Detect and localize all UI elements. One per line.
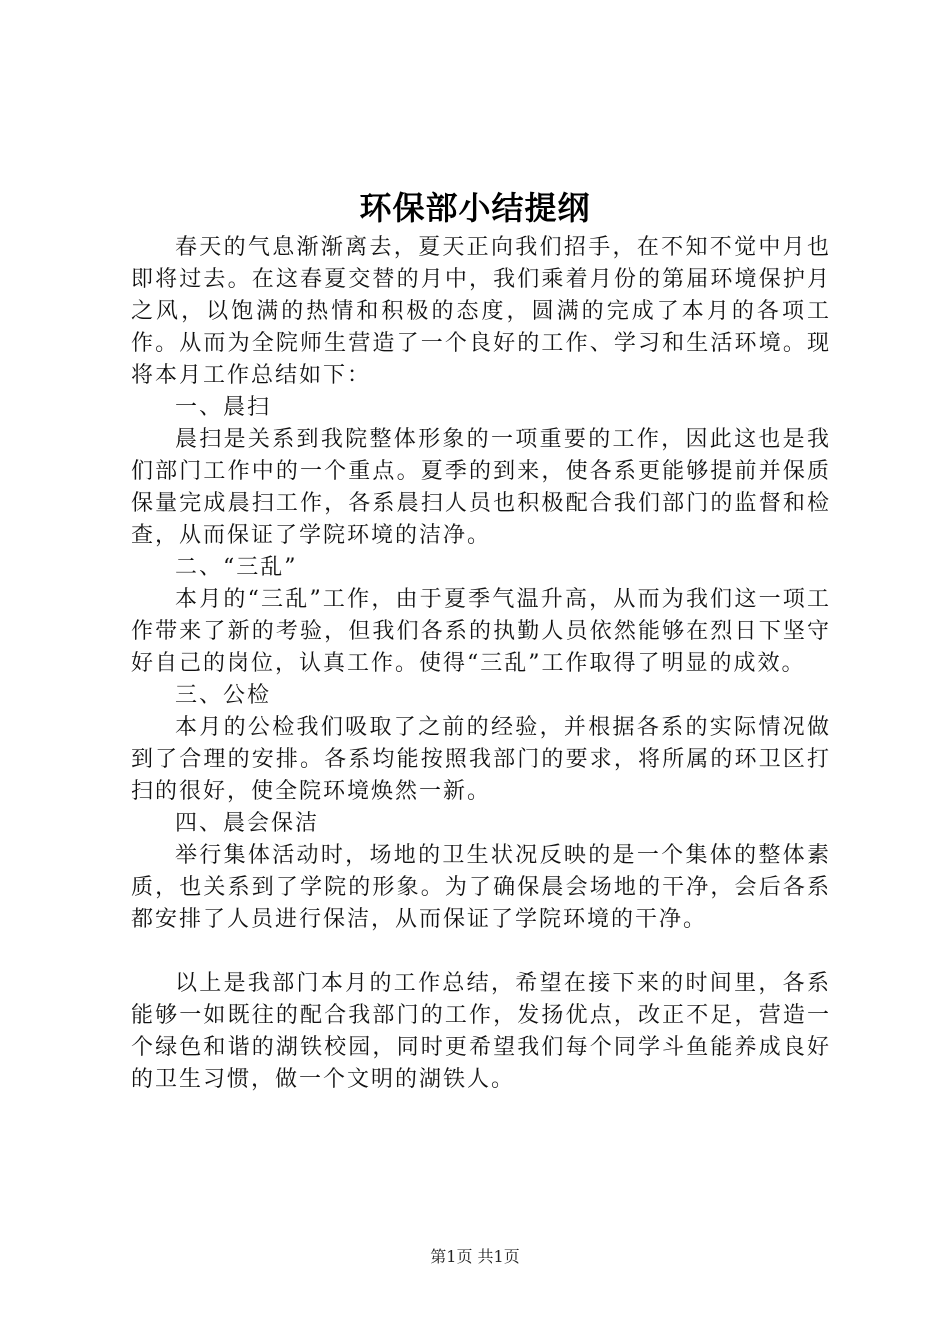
intro-paragraph: 春天的气息渐渐离去，夏天正向我们招手，在不知不觉中月也即将过去。在这春夏交替的月中，我们乘着月份的第届环境保护月之风，以饱满的热情和积极的态度，圆满的完成了本月的各项工作。从而为全院师生营造了一个良好的工作、学习和生活环境。现将本月工作总结如下： [131, 235, 831, 388]
section-heading-public-inspection: 三、公检 [175, 683, 272, 708]
section-paragraph-assembly-cleaning: 举行集体活动时，场地的卫生状况反映的是一个集体的整体素质，也关系到了学院的形象。为了确保晨会场地的干净，会后各系都安排了人员进行保洁，从而保证了学院环境的干净。 [131, 843, 831, 932]
paragraph-spacer [131, 936, 831, 968]
section-heading-three-disorders: 二、“三乱” [175, 555, 298, 580]
section-heading-morning-sweep: 一、晨扫 [175, 395, 272, 420]
section-paragraph-public-inspection: 本月的公检我们吸取了之前的经验，并根据各系的实际情况做到了合理的安排。各系均能按照我部门的要求，将所属的环卫区打扫的很好，使全院环境焕然一新。 [131, 715, 831, 804]
page-footer: 第1页 共1页 [430, 1247, 520, 1266]
section-heading-assembly-cleaning: 四、晨会保洁 [175, 811, 320, 836]
closing-paragraph: 以上是我部门本月的工作总结，希望在接下来的时间里，各系能够一如既往的配合我部门的工作，发扬优点，改正不足，营造一个绿色和谐的湖铁校园，同时更希望我们每个同学斗鱼能养成良好的卫生习惯，做一个文明的湖铁人。 [131, 971, 831, 1092]
document-body [131, 232, 831, 1096]
section-paragraph-morning-sweep: 晨扫是关系到我院整体形象的一项重要的工作，因此这也是我们部门工作中的一个重点。夏季的到来，使各系更能够提前并保质保量完成晨扫工作，各系晨扫人员也积极配合我们部门的监督和检查，从而保证了学院环境的洁净。 [131, 427, 831, 548]
document-title: 环保部小结提纲 [359, 189, 591, 227]
section-paragraph-three-disorders: 本月的“三乱”工作，由于夏季气温升高，从而为我们这一项工作带来了新的考验，但我们各系的执勤人员依然能够在烈日下坚守好自己的岗位，认真工作。使得“三乱”工作取得了明显的成效。 [131, 587, 831, 676]
